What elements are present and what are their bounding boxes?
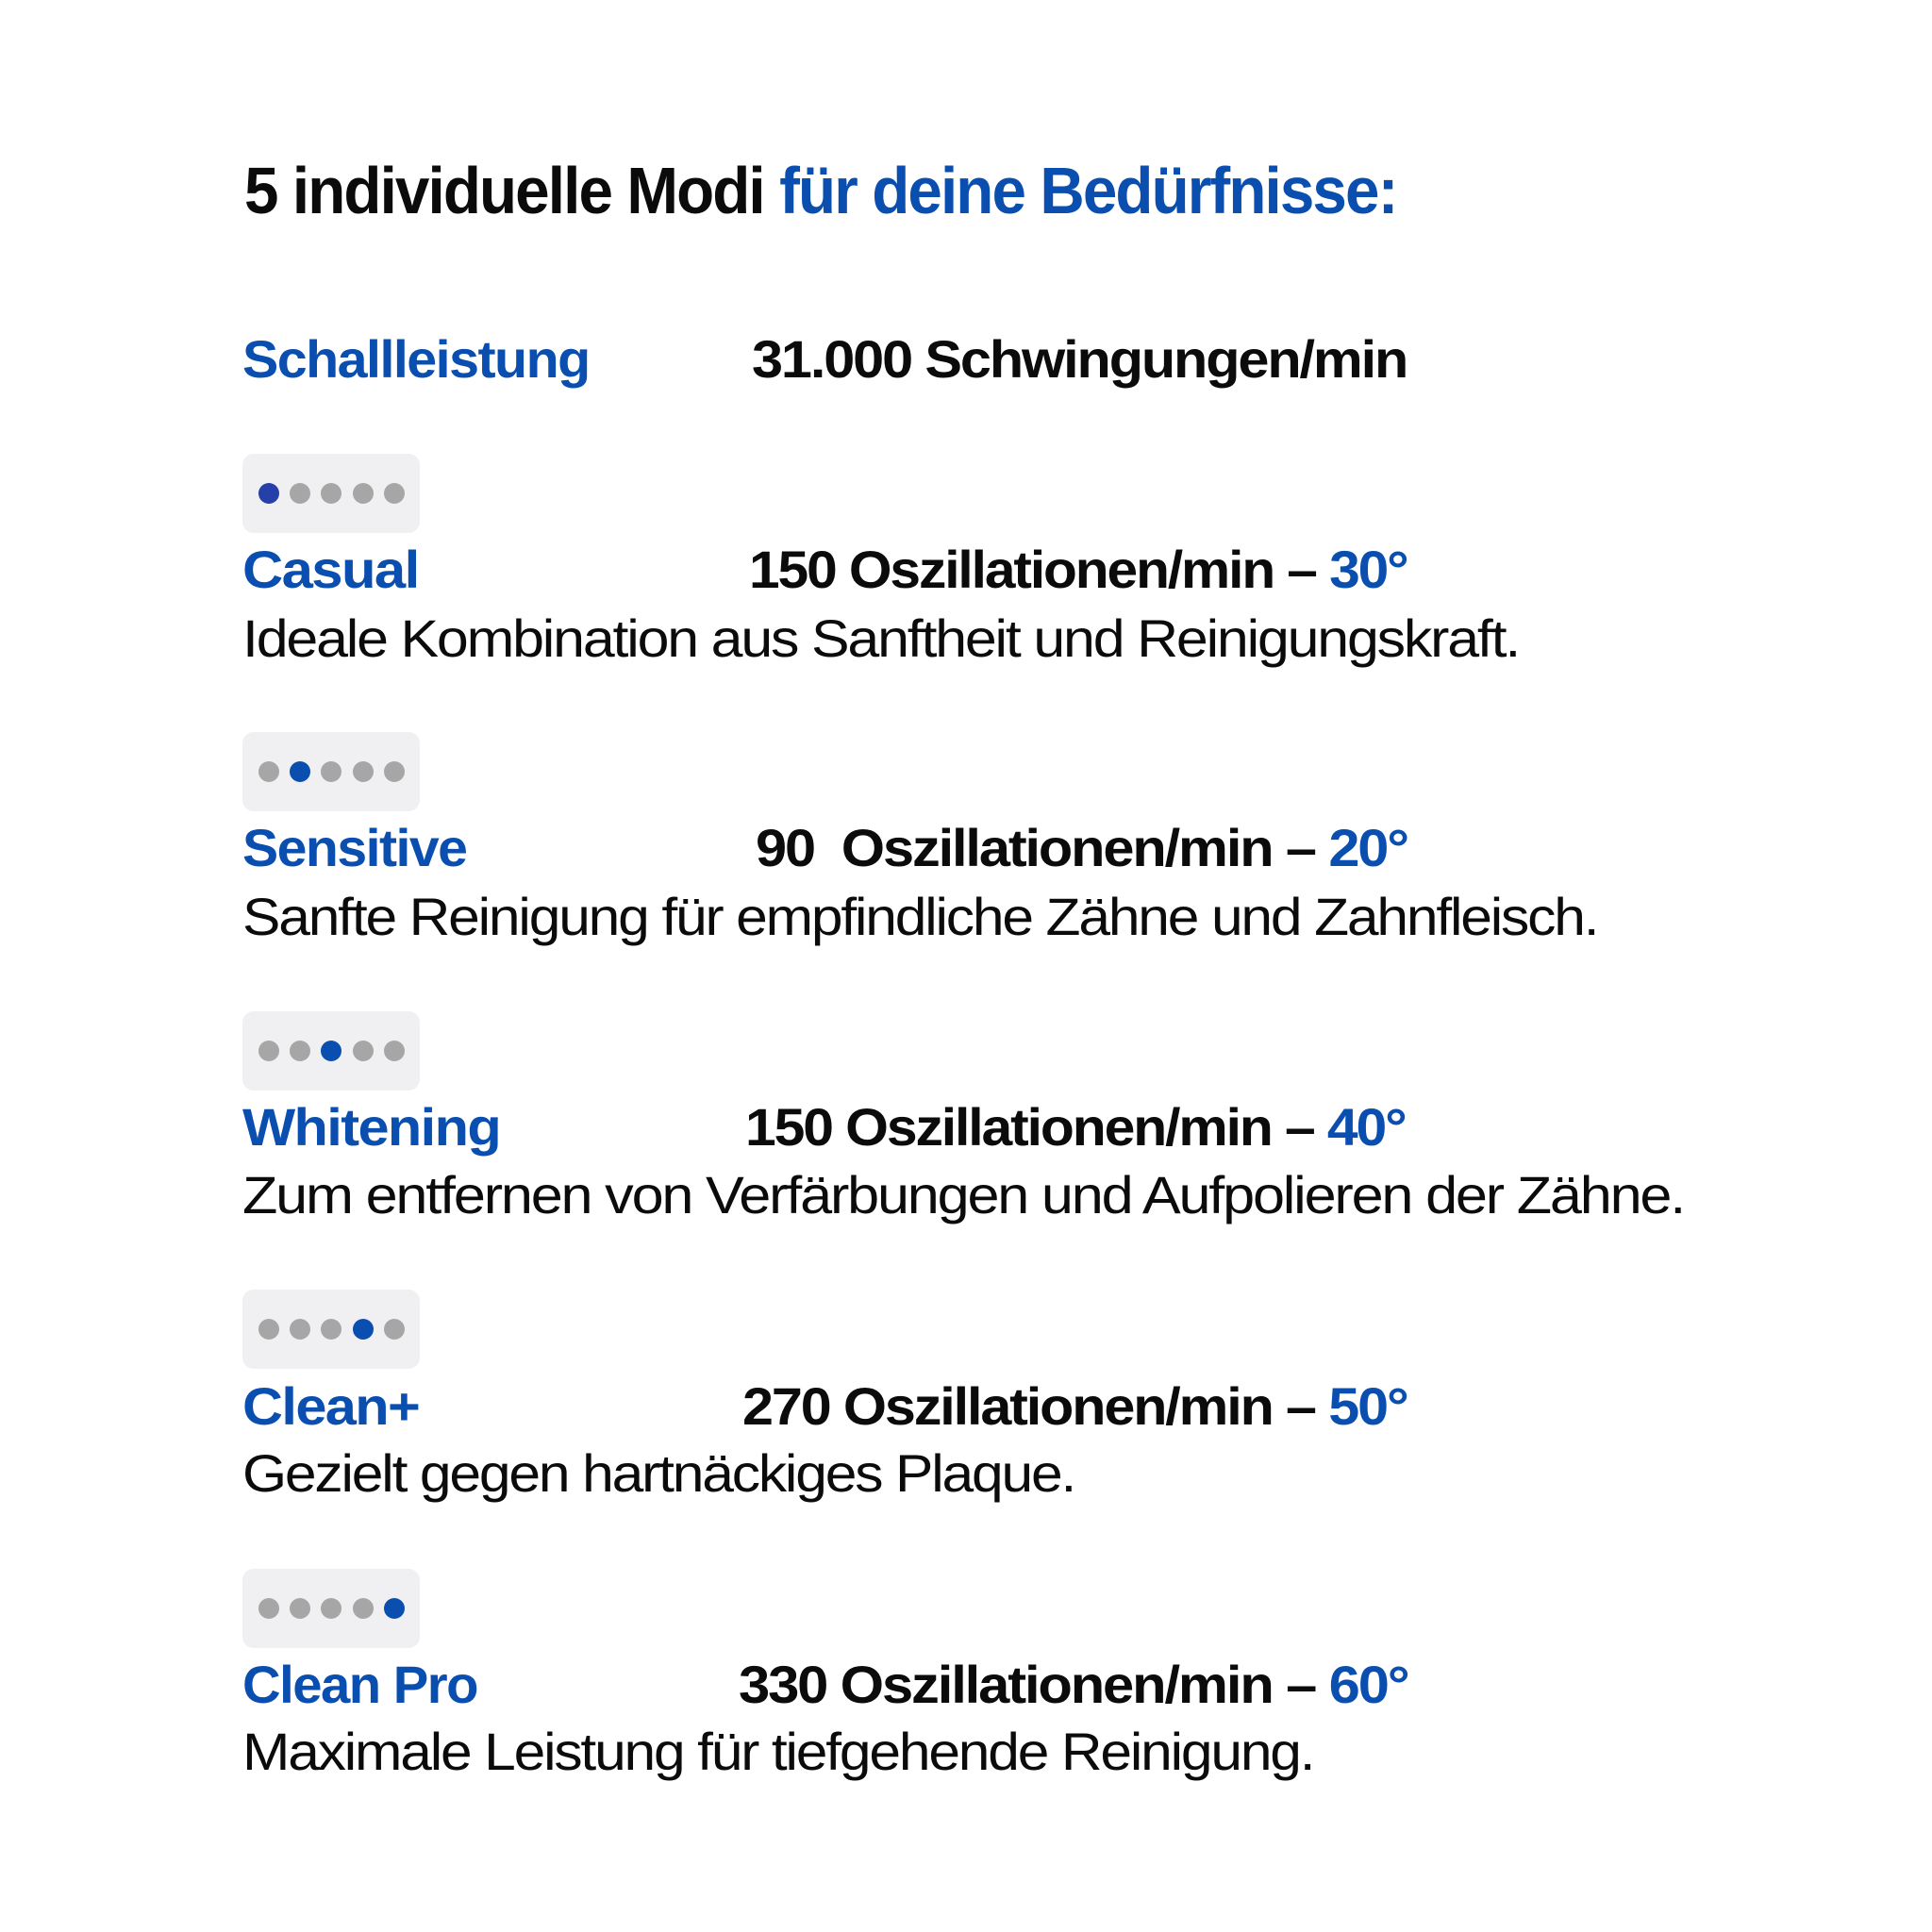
mode-angle: 50° xyxy=(1328,1376,1407,1436)
indicator-dot xyxy=(353,761,374,782)
mode-value-clean-pro xyxy=(739,1655,1408,1714)
indicator-dot xyxy=(290,483,310,504)
indicator-dot xyxy=(258,1319,279,1340)
indicator-dot xyxy=(290,1319,310,1340)
mode-frequency: 150 Oszillationen/min – xyxy=(745,1097,1327,1157)
mode-name-clean-plus: Clean+ xyxy=(242,1376,420,1436)
mode-frequency: 270 Oszillationen/min – xyxy=(742,1376,1329,1436)
mode-indicator-sensitive xyxy=(242,732,420,811)
indicator-dot xyxy=(353,1041,374,1061)
indicator-dot xyxy=(384,761,405,782)
indicator-dot xyxy=(290,1598,310,1619)
indicator-dot-active xyxy=(353,1319,374,1340)
indicator-dot xyxy=(321,1598,341,1619)
mode-indicator-whitening xyxy=(242,1011,420,1091)
mode-angle: 60° xyxy=(1328,1655,1408,1714)
indicator-dot-active xyxy=(384,1598,405,1619)
indicator-dot xyxy=(258,761,279,782)
indicator-dot xyxy=(384,1041,405,1061)
indicator-dot xyxy=(384,1319,405,1340)
indicator-dot xyxy=(321,1319,341,1340)
mode-description-sensitive: Sanfte Reinigung für empfindliche Zähne und Zahnfleisch. xyxy=(242,887,1598,946)
mode-indicator-clean-pro xyxy=(242,1569,420,1648)
mode-frequency: 90 Oszillationen/min – xyxy=(756,818,1329,877)
indicator-dot xyxy=(353,1598,374,1619)
mode-value-casual xyxy=(749,540,1407,599)
mode-value-whitening xyxy=(745,1097,1406,1157)
sound-power-label: Schallleistung xyxy=(242,329,590,389)
indicator-dot-active xyxy=(290,761,310,782)
mode-indicator-casual xyxy=(242,454,420,533)
page-title xyxy=(244,154,1397,227)
mode-angle: 30° xyxy=(1329,540,1407,599)
sound-power-value: 31.000 Schwingungen/min xyxy=(752,329,1407,389)
indicator-dot xyxy=(258,1598,279,1619)
mode-value-clean-plus xyxy=(742,1376,1407,1436)
mode-angle: 40° xyxy=(1326,1097,1406,1157)
mode-frequency: 150 Oszillationen/min – xyxy=(749,540,1330,599)
indicator-dot-active xyxy=(258,483,279,504)
mode-description-whitening: Zum entfernen von Verfärbungen und Aufpolieren der Zähne. xyxy=(242,1165,1685,1224)
mode-name-clean-pro: Clean Pro xyxy=(242,1655,477,1714)
mode-angle: 20° xyxy=(1328,818,1407,877)
indicator-dot-active xyxy=(321,1041,341,1061)
mode-indicator-clean-plus xyxy=(242,1290,420,1369)
mode-name-whitening: Whitening xyxy=(242,1097,501,1157)
indicator-dot xyxy=(258,1041,279,1061)
mode-name-casual: Casual xyxy=(242,540,419,599)
mode-description-casual: Ideale Kombination aus Sanftheit und Reinigungskraft. xyxy=(242,608,1520,668)
indicator-dot xyxy=(353,483,374,504)
mode-description-clean-plus: Gezielt gegen hartnäckiges Plaque. xyxy=(242,1443,1075,1503)
page-title-part1: 5 individuelle Modi xyxy=(244,154,780,227)
indicator-dot xyxy=(384,483,405,504)
mode-name-sensitive: Sensitive xyxy=(242,818,467,877)
mode-frequency: 330 Oszillationen/min – xyxy=(739,1655,1329,1714)
indicator-dot xyxy=(290,1041,310,1061)
indicator-dot xyxy=(321,483,341,504)
page-title-part2: für deine Bedürfnisse: xyxy=(779,154,1397,227)
mode-description-clean-pro: Maximale Leistung für tiefgehende Reinigung. xyxy=(242,1722,1314,1781)
indicator-dot xyxy=(321,761,341,782)
mode-value-sensitive xyxy=(756,818,1407,877)
